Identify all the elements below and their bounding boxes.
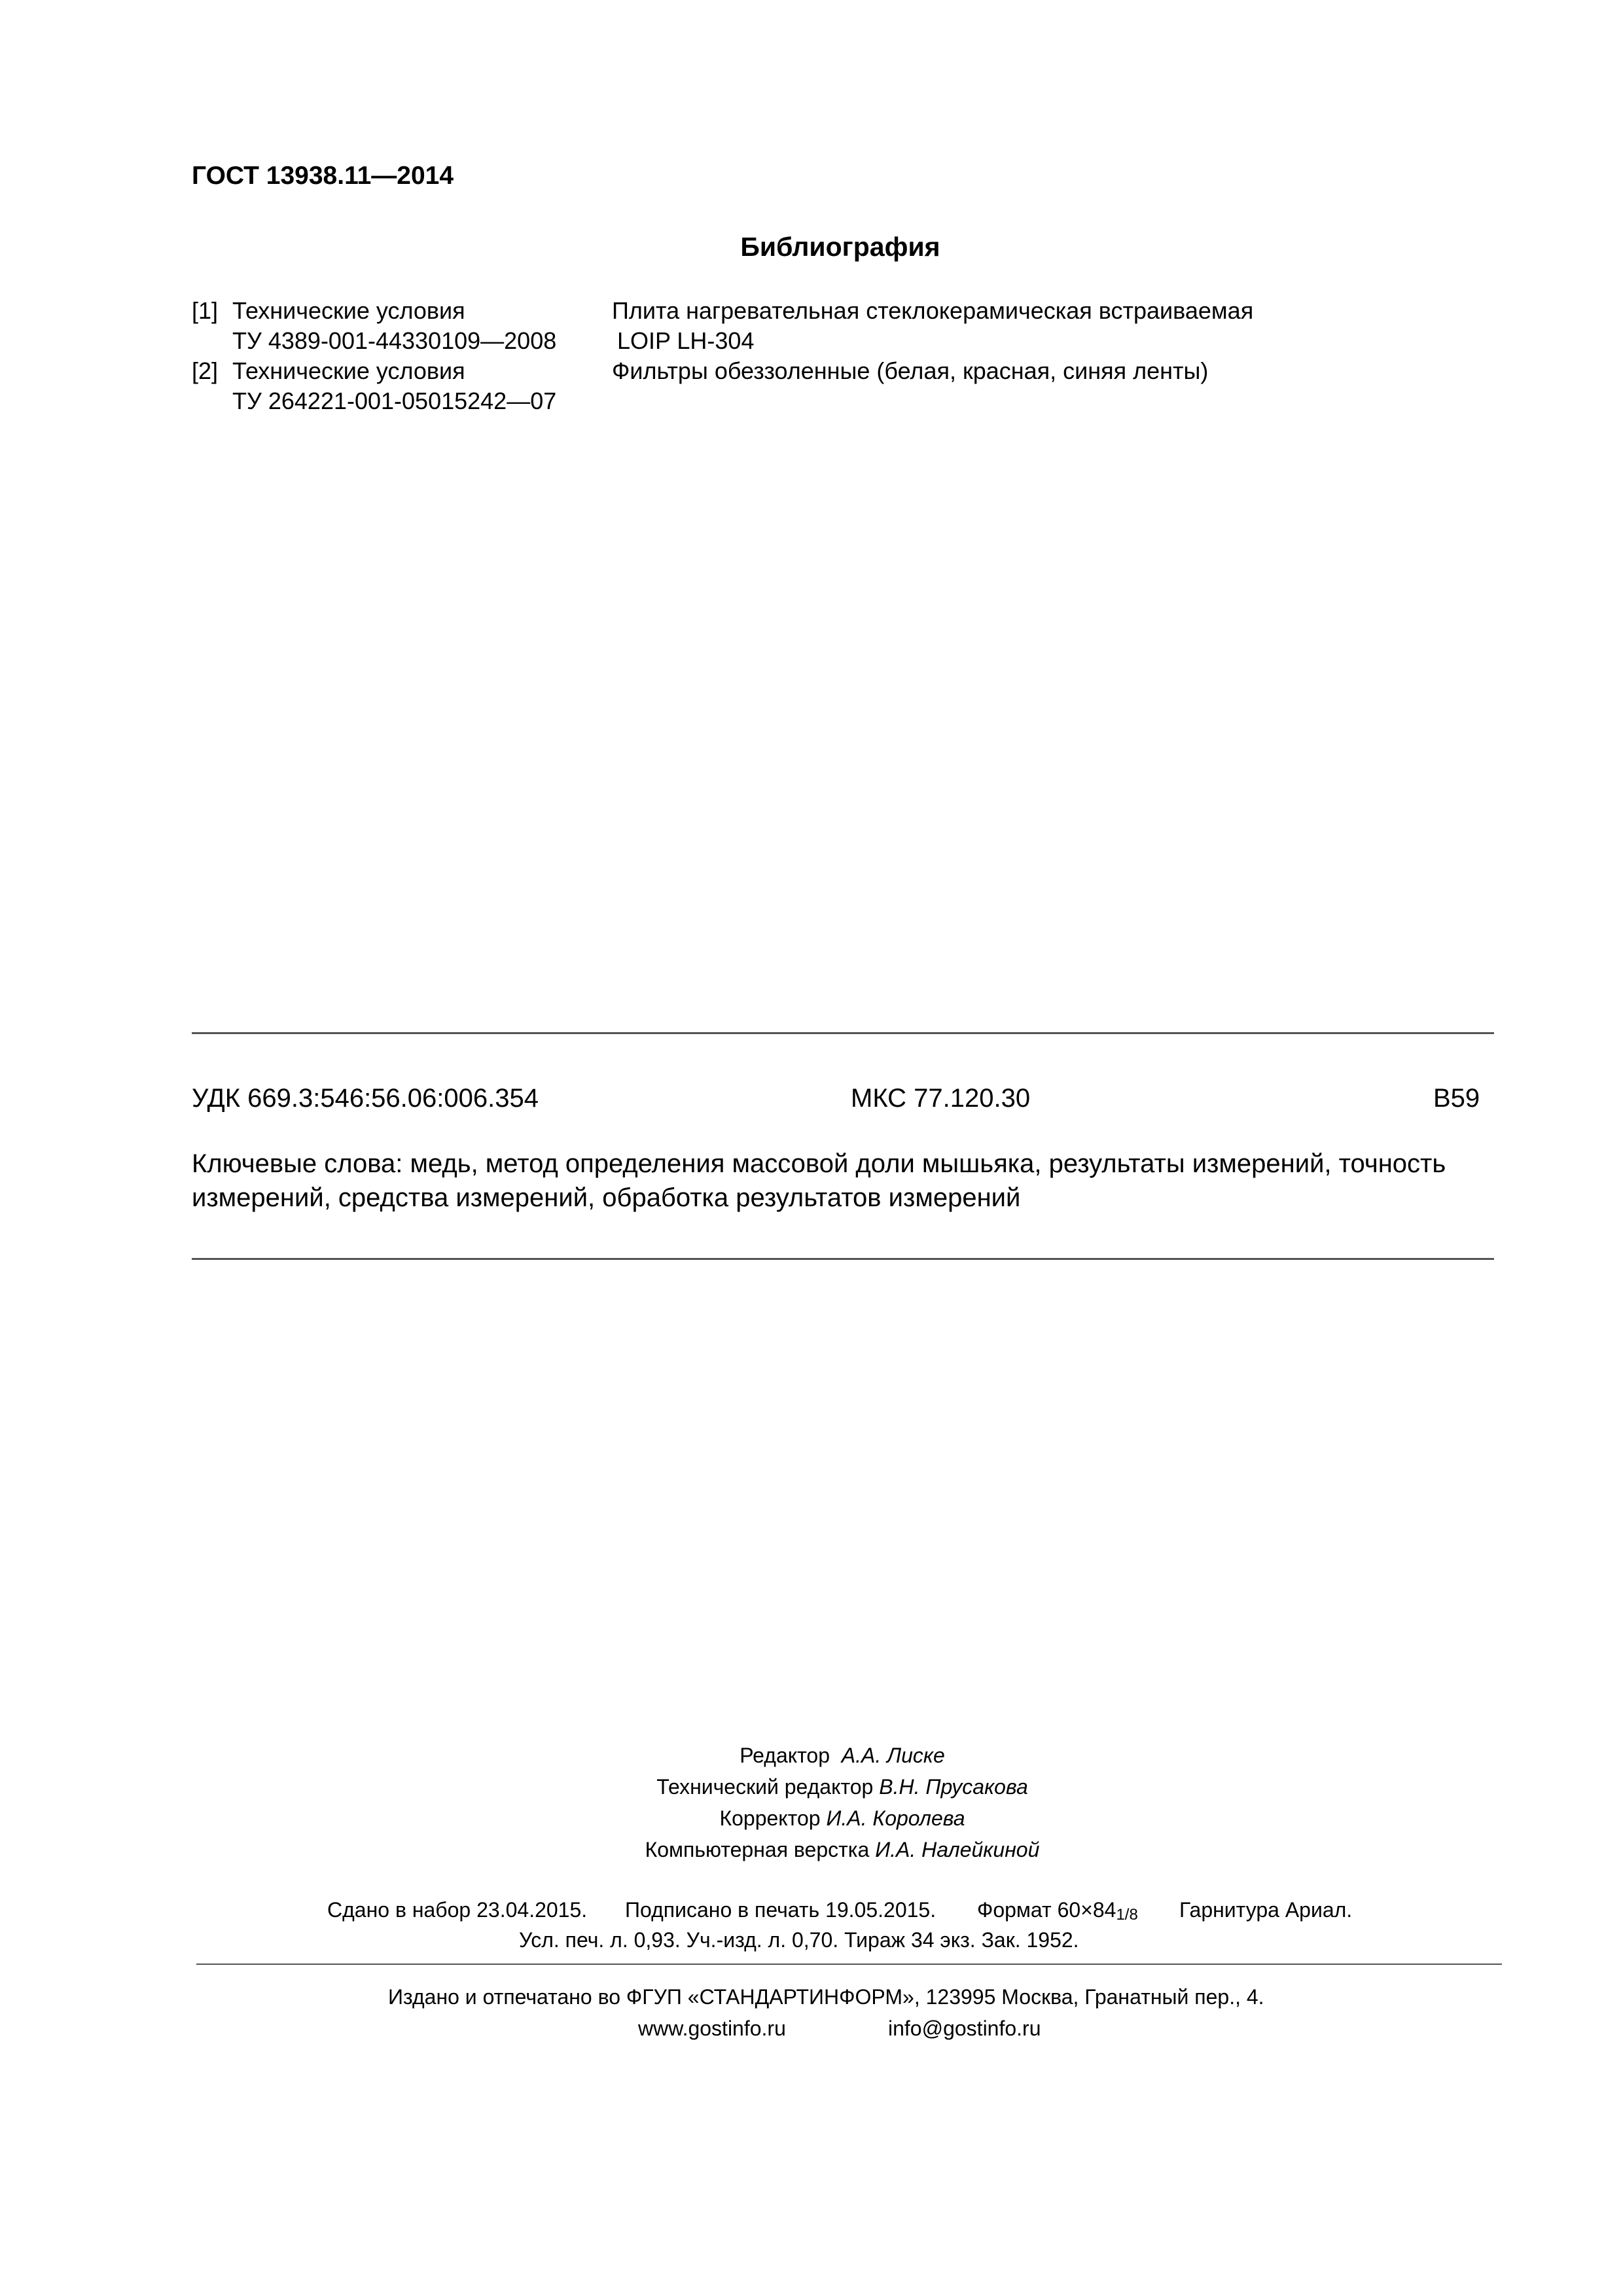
bib-entry-1-number: [1] [192,297,219,324]
print-submitted: Сдано в набор 23.04.2015. [327,1898,588,1922]
credit-editor-name: А.А. Лиске [841,1744,945,1767]
divider-middle [192,1258,1494,1260]
credit-tech-editor [0,1775,1623,1799]
credit-layout [0,1838,1623,1862]
credit-proofreader-label: Корректор [719,1806,821,1830]
divider-bottom [196,1964,1502,1965]
credit-layout-name: И.А. Налейкиной [875,1838,1040,1861]
print-stats: Усл. печ. л. 0,93. Уч.-изд. л. 0,70. Тираж 34 экз. Зак. 1952. [519,1928,1079,1952]
udk-code: УДК 669.3:546:56.06:006.354 [192,1084,539,1113]
credit-proofreader-name: И.А. Королева [826,1806,965,1830]
bib-entry-1-type: Технические условия [232,297,465,324]
publisher-email[interactable]: info@gostinfo.ru [888,2017,1041,2040]
publisher-website[interactable]: www.gostinfo.ru [638,2017,786,2040]
standard-code: ГОСТ 13938.11—2014 [192,162,454,190]
bib-entry-2-type: Технические условия [232,357,465,384]
bib-entry-1-title: Плита нагревательная стеклокерамическая встраиваемая [612,297,1254,324]
bib-entry-1-code: ТУ 4389-001-44330109—2008 [232,327,557,354]
credit-proofreader [0,1806,1623,1831]
print-typeface: Гарнитура Ариал. [1179,1898,1353,1922]
bib-entry-2-number: [2] [192,357,219,384]
divider-top [192,1032,1494,1034]
print-format [977,1898,1138,1924]
bib-entry-1-title-cont: LOIP LH-304 [617,327,755,354]
credit-layout-label: Компьютерная верстка [645,1838,870,1861]
print-format-fraction: 1/8 [1116,1906,1138,1924]
bib-entry-2-title: Фильтры обеззоленные (белая, красная, синяя ленты) [612,357,1209,384]
mks-code: МКС 77.120.30 [851,1084,1031,1113]
credit-tech-editor-label: Технический редактор [656,1775,874,1799]
credit-editor-label: Редактор [740,1744,830,1767]
bibliography-title: Библиография [740,232,940,262]
group-code: В59 [1433,1084,1480,1113]
print-signed: Подписано в печать 19.05.2015. [625,1898,936,1922]
publisher-line: Издано и отпечатано во ФГУП «СТАНДАРТИНФОРМ», 123995 Москва, Гранатный пер., 4. [388,1985,1264,2009]
keywords: Ключевые слова: медь, метод определения массовой доли мышьяка, результаты измерений, точность измерений, средства измерений, обработка результатов измерений [192,1149,1446,1212]
bib-entry-2-code: ТУ 264221-001-05015242—07 [232,387,557,414]
credit-tech-editor-name: В.Н. Прусакова [879,1775,1028,1799]
print-format-prefix: Формат 60×84 [977,1898,1116,1922]
credit-editor [0,1744,1623,1768]
